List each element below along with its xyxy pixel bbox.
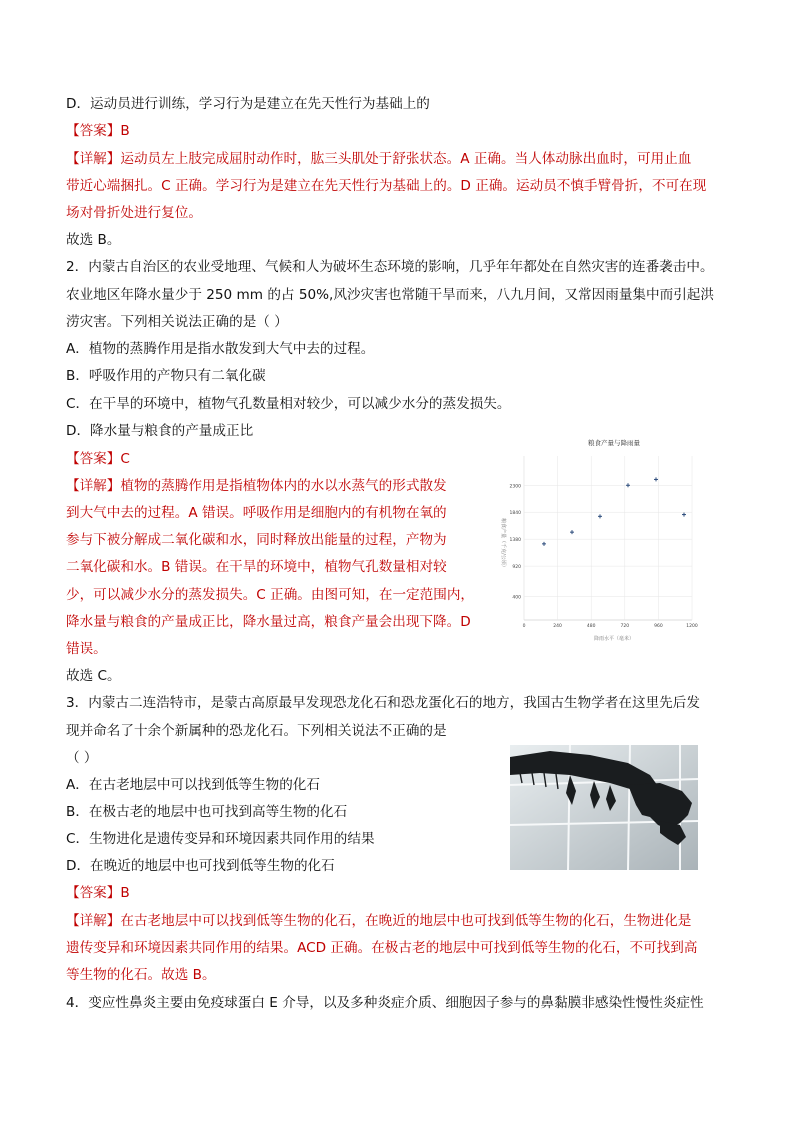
q3-option-d: D．在晚近的地层中也可找到低等生物的化石 — [66, 858, 335, 874]
y-tick-label: 400 — [512, 595, 521, 601]
chart-ticks — [510, 483, 698, 629]
q2-option-a: A．植物的蒸腾作用是指水散发到大气中去的过程。 — [66, 341, 375, 357]
q3-option-a: A．在古老地层中可以找到低等生物的化石 — [66, 777, 320, 793]
rainfall-yield-chart — [494, 434, 708, 644]
scatter-point — [598, 514, 602, 518]
y-tick-label: 2300 — [509, 484, 521, 490]
q1-explain-line-3: 场对骨折处进行复位。 — [66, 205, 202, 221]
chart-title: 粮食产量与降雨量 — [588, 439, 640, 447]
x-tick-label: 960 — [654, 624, 663, 629]
q2-option-b: B．呼吸作用的产物只有二氧化碳 — [66, 368, 266, 384]
q2-answer: C — [120, 451, 130, 467]
chart-xlabel: 降雨水平（毫米） — [593, 636, 635, 642]
dinosaur-skeleton-photo — [510, 745, 698, 870]
q2-conclusion: 故选 C。 — [66, 668, 121, 684]
x-tick-label: 480 — [586, 624, 596, 629]
q2-explain-line-4: 二氧化碳和水。B 错误。在干旱的环境中，植物气孔数量相对较 — [66, 559, 447, 575]
chart-ylabel: 粮食产量（千克/公顷） — [500, 518, 506, 570]
explain-tag: 【详解】 — [66, 151, 121, 167]
chart-svg — [494, 434, 708, 644]
scatter-point — [542, 542, 546, 546]
q3-option-c: C．生物进化是遗传变异和环境因素共同作用的结果 — [66, 831, 375, 847]
q2-explain-line-6: 降水量与粮食的产量成正比，降水量过高，粮食产量会出现下降。D — [66, 614, 471, 630]
q2-stem-line-1: 2．内蒙古自治区的农业受地理、气候和人为破坏生态环境的影响，几乎年年都处在自然灾害的连番袭击中。 — [66, 259, 714, 275]
q1-answer-line — [66, 122, 130, 140]
q2-option-d: D．降水量与粮食的产量成正比 — [66, 423, 254, 439]
q3-option-b: B．在极古老的地层中也可找到高等生物的化石 — [66, 804, 348, 820]
x-tick-label: 720 — [620, 624, 630, 629]
q1-answer: B — [120, 123, 130, 139]
q3-stem-line-2: 现并命名了十余个新属种的恐龙化石。下列相关说法不正确的是 — [66, 723, 447, 739]
dinosaur-skeleton-image — [510, 745, 698, 870]
q3-explain-line-3: 等生物的化石。故选 B。 — [66, 967, 216, 983]
answer-tag: 【答案】 — [66, 123, 121, 139]
q1-option-d: D．运动员进行训练，学习行为是建立在先天性行为基础上的 — [66, 96, 430, 112]
y-tick-label: 920 — [512, 565, 521, 571]
q2-option-c: C．在干旱的环境中，植物气孔数量相对较少，可以减少水分的蒸发损失。 — [66, 396, 511, 412]
scatter-point — [626, 483, 630, 487]
q2-explain-line-5: 少，可以减少水分的蒸发损失。C 正确。由图可知，在一定范围内， — [66, 587, 475, 603]
chart-points — [542, 477, 686, 545]
x-tick-label: 1200 — [686, 624, 698, 629]
x-tick-label: 240 — [553, 624, 562, 629]
scatter-point — [682, 513, 686, 517]
q2-answer-line: 【答案】C — [66, 451, 130, 467]
q2-explain-line-3: 参与下被分解成二氧化碳和水，同时释放出能量的过程，产物为 — [66, 532, 447, 548]
scatter-point — [570, 530, 574, 534]
y-tick-label: 1380 — [509, 538, 521, 544]
q3-answer-line: 【答案】B — [66, 885, 130, 901]
q3-explain-line-1: 【详解】在古老地层中可以找到低等生物的化石，在晚近的地层中也可找到低等生物的化石，生物进化是 — [66, 913, 692, 929]
q2-stem-line-3: 涝灾害。下列相关说法正确的是（ ） — [66, 314, 288, 330]
y-tick-label: 1840 — [509, 511, 521, 517]
q4-stem-line-1: 4．变应性鼻炎主要由免疫球蛋白 E 介导，以及多种炎症介质、细胞因子参与的鼻黏膜非感染性慢性炎症性 — [66, 995, 704, 1011]
q3-explain-line-2: 遗传变异和环境因素共同作用的结果。ACD 正确。在极古老的地层中可找到低等生物的化石，不可找到高 — [66, 940, 698, 956]
q3-stem-line-1: 3．内蒙古二连浩特市，是蒙古高原最早发现恐龙化石和恐龙蛋化石的地方，我国古生物学者在这里先后发 — [66, 695, 700, 711]
q2-explain-line-1: 【详解】植物的蒸腾作用是指植物体内的水以水蒸气的形式散发 — [66, 478, 447, 494]
q1-explain-line-1: 【详解】运动员左上肢完成屈肘动作时，肱三头肌处于舒张状态。A 正确。当人体动脉出血时，可用止血 — [66, 151, 692, 167]
q2-stem-line-2: 农业地区年降水量少于 250 mm 的占 50%,风沙灾害也常随干旱而来，八九月间，又常因雨量集中而引起洪 — [66, 287, 714, 303]
q2-explain-line-2: 到大气中去的过程。A 错误。呼吸作用是细胞内的有机物在氧的 — [66, 505, 447, 521]
q2-explain-line-7: 错误。 — [66, 641, 107, 657]
x-tick-label: 0 — [522, 624, 526, 629]
q1-explain-line-2: 带近心端捆扎。C 正确。学习行为是建立在先天性行为基础上的。D 正确。运动员不慎手臂骨折，不可在现 — [66, 178, 707, 194]
q1-conclusion: 故选 B。 — [66, 232, 121, 248]
q3-answer: B — [120, 885, 130, 901]
scatter-point — [654, 477, 658, 481]
q3-stem-line-3: （ ） — [66, 750, 98, 766]
chart-grid — [524, 456, 692, 620]
